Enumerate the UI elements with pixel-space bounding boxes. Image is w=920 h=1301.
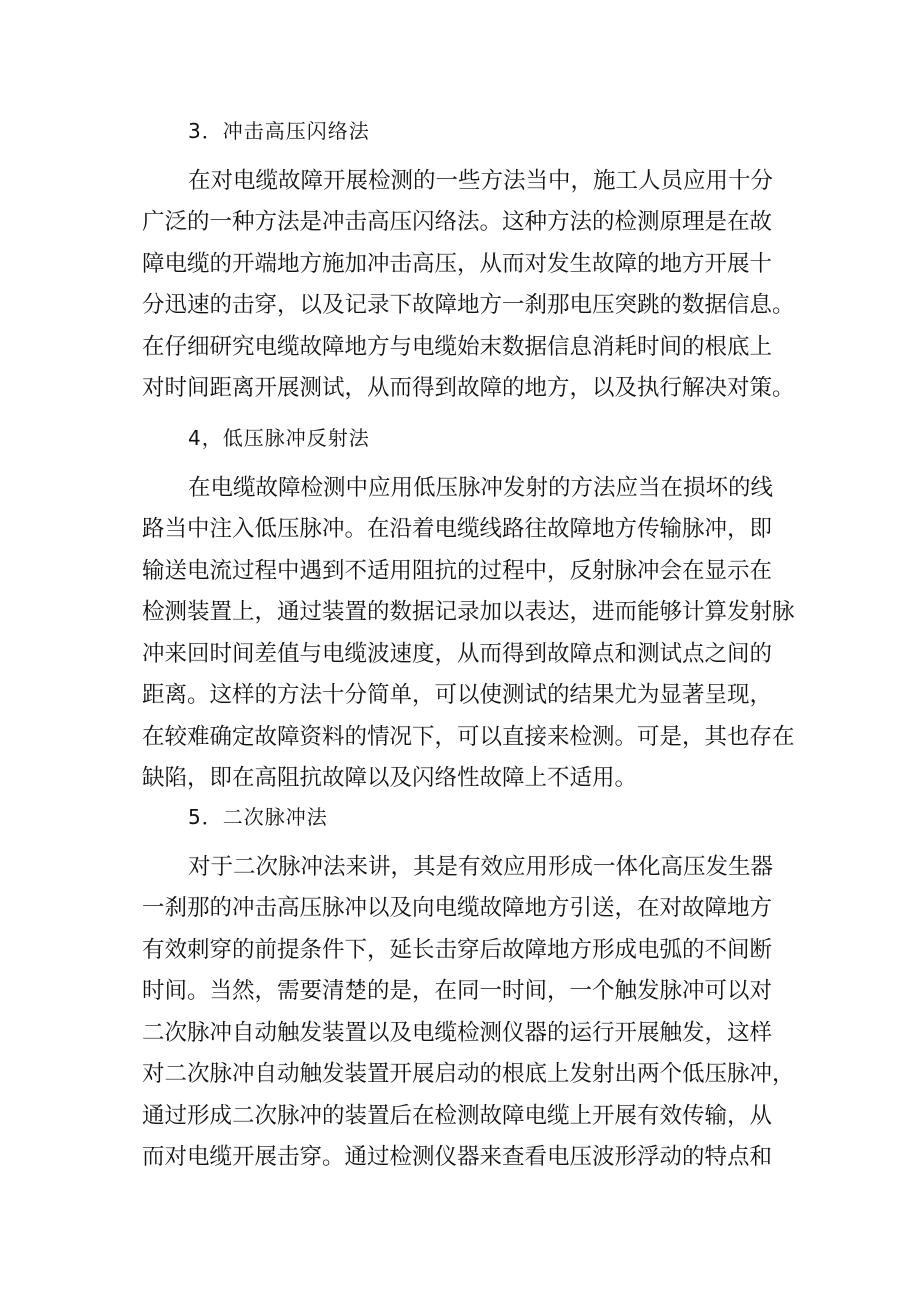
section-5-line-7: 通过形成二次脉冲的装置后在检测故障电缆上开展有效传输，从 bbox=[142, 1103, 773, 1129]
section-3-line-3: 障电缆的开端地方施加冲击高压，从而对发生故障的地方开展十 bbox=[142, 251, 773, 277]
section-4-line-6: 距离。这样的方法十分简单，可以使测试的结果尤为显著呈现， bbox=[142, 682, 773, 708]
section-3-heading: 3．冲击高压闪络法 bbox=[188, 119, 370, 143]
section-3-line-6: 对时间距离开展测试，从而得到故障的地方，以及执行解决对策。 bbox=[142, 375, 795, 401]
section-5-heading: 5．二次脉冲法 bbox=[188, 805, 328, 829]
section-4-line-1: 在电缆故障检测中应用低压脉冲发射的方法应当在损坏的线 bbox=[188, 475, 774, 501]
section-4-line-2: 路当中注入低压脉冲。在沿着电缆线路往故障地方传输脉冲，即 bbox=[142, 516, 773, 542]
section-4-line-7: 在较难确定故障资料的情况下，可以直接来检测。可是，其也存在 bbox=[142, 724, 795, 750]
section-3-line-4: 分迅速的击穿，以及记录下故障地方一刹那电压突跳的数据信息。 bbox=[142, 292, 795, 318]
section-4-line-4: 检测装置上，通过装置的数据记录加以表达，进而能够计算发射脉 bbox=[142, 599, 795, 625]
section-4-heading: 4，低压脉冲反射法 bbox=[188, 426, 370, 450]
section-5-line-5: 二次脉冲自动触发装置以及电缆检测仪器的运行开展触发，这样 bbox=[142, 1020, 773, 1046]
section-3-line-2: 广泛的一种方法是冲击高压闪络法。这种方法的检测原理是在故 bbox=[142, 209, 773, 235]
section-3-line-5: 在仔细研究电缆故障地方与电缆始末数据信息消耗时间的根底上 bbox=[142, 334, 773, 360]
section-5-line-8: 而对电缆开展击穿。通过检测仪器来查看电压波形浮动的特点和 bbox=[142, 1144, 773, 1170]
section-4-line-8: 缺陷，即在高阻抗故障以及闪络性故障上不适用。 bbox=[142, 765, 638, 791]
section-5-line-4: 时间。当然，需要清楚的是，在同一时间，一个触发脉冲可以对 bbox=[142, 978, 773, 1004]
section-3-line-1: 在对电缆故障开展检测的一些方法当中，施工人员应用十分 bbox=[188, 168, 774, 194]
section-5-line-6: 对二次脉冲自动触发装置开展启动的根底上发射出两个低压脉冲， bbox=[142, 1061, 795, 1087]
section-4-line-3: 输送电流过程中遇到不适用阻抗的过程中，反射脉冲会在显示在 bbox=[142, 558, 773, 584]
section-5-line-3: 有效刺穿的前提条件下，延长击穿后故障地方形成电弧的不间断 bbox=[142, 937, 773, 963]
section-4-line-5: 冲来回时间差值与电缆波速度，从而得到故障点和测试点之间的 bbox=[142, 641, 773, 667]
section-5-line-2: 一刹那的冲击高压脉冲以及向电缆故障地方引送，在对故障地方 bbox=[142, 895, 773, 921]
section-5-line-1: 对于二次脉冲法来讲，其是有效应用形成一体化高压发生器 bbox=[188, 854, 774, 880]
